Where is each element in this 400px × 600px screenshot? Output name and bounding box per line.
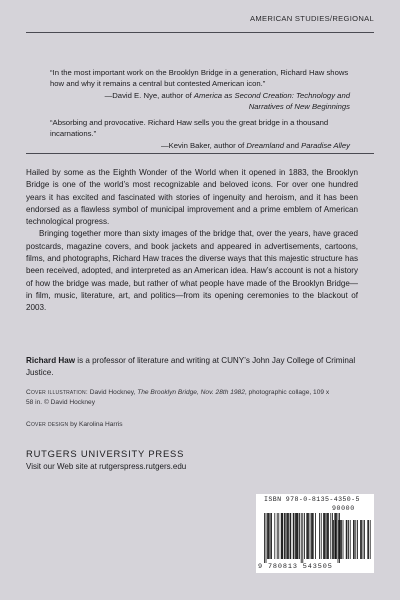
barcode-bar bbox=[335, 520, 336, 559]
cover-illustration-label: Cover illustration: bbox=[26, 389, 88, 396]
barcode-bar bbox=[285, 513, 286, 559]
barcode-bar bbox=[266, 513, 267, 563]
barcode-bar bbox=[307, 513, 308, 559]
publisher-website: Visit our Web site at rutgerspress.rutgers.edu bbox=[26, 462, 187, 471]
barcode-bar bbox=[321, 513, 322, 559]
barcode-bar bbox=[290, 513, 291, 559]
barcode-bar bbox=[288, 513, 289, 559]
category-label: AMERICAN STUDIES/REGIONAL bbox=[250, 14, 374, 23]
description-paragraph-1: Hailed by some as the Eighth Wonder of the World when it opened in 1883, the Brooklyn Bridge is one of the world’s most recognizable and beloved icons. For over one hundred years it has excited and fascinated with stories of ingenuity and heroism, and it has been endorsed as a flawless symbol of municipal improvement and a prime emblem of American technological progress. bbox=[26, 168, 358, 227]
barcode-digits: 9 780813 543505 bbox=[258, 563, 333, 571]
description-paragraph-2: Bringing together more than sixty images of the bridge that, over the years, have graced postcards, magazine covers, and book jackets and appeared in advertisements, cartoons, films, and photographs, Richard Haw traces the diverse ways that this majestic structure has been received, adopted, and interpreted as an American idea. Haw’s account is not a history of how the bridge was made, but rather of what people have made of the Brooklyn Bridge—in film, music, literature, art, and politics—from its opening ceremonies to the blackout of 2003. bbox=[26, 229, 358, 313]
barcode-bar bbox=[326, 513, 327, 559]
barcode-bar bbox=[343, 520, 344, 559]
barcode-bar bbox=[274, 513, 275, 559]
barcode-bar bbox=[264, 513, 265, 563]
barcode-bar bbox=[313, 513, 314, 559]
barcode-bar bbox=[346, 520, 347, 559]
barcode-bar bbox=[350, 520, 351, 559]
addon-barcode bbox=[333, 520, 371, 559]
barcode-bar bbox=[340, 520, 341, 559]
barcode-addon-number: 90000 bbox=[332, 505, 355, 512]
barcode-bar bbox=[286, 513, 287, 559]
barcode-bar bbox=[357, 520, 358, 559]
blurb-1-text: “In the most important work on the Brooklyn Bridge in a generation, Richard Haw shows how and why it remains a central but contested American icon.” bbox=[50, 68, 349, 89]
barcode-bar bbox=[304, 513, 305, 559]
blurb-2-work-2: Paradise Alley bbox=[301, 140, 350, 150]
barcode-bar bbox=[268, 513, 269, 559]
barcode-bar bbox=[370, 520, 371, 559]
barcode-bar bbox=[364, 520, 365, 559]
barcode-bar bbox=[293, 513, 294, 559]
barcode-bar bbox=[297, 513, 298, 559]
barcode-bar bbox=[270, 513, 271, 559]
barcode-bar bbox=[294, 513, 295, 559]
cover-illustration-details: , photographic collage, 109 x 58 in. © David Hockney bbox=[26, 389, 330, 406]
barcode-bar bbox=[282, 513, 283, 559]
barcode-bar bbox=[312, 513, 313, 559]
barcode-bar bbox=[299, 513, 300, 559]
barcode-bar bbox=[335, 520, 336, 559]
barcode-bar bbox=[277, 513, 278, 559]
barcode-bar bbox=[267, 513, 268, 559]
blurb-2-work-1: Dreamland bbox=[246, 140, 285, 150]
barcode-bar bbox=[298, 513, 299, 559]
author-bio-text: is a professor of literature and writing at CUNY’s John Jay College of Criminal Justice. bbox=[26, 356, 356, 378]
ean13-barcode bbox=[264, 513, 340, 563]
barcode-bar bbox=[302, 513, 303, 563]
blurb-1-attribution-prefix: —David E. Nye, author of bbox=[104, 90, 194, 100]
barcode-bar bbox=[327, 513, 328, 559]
barcode-bar bbox=[287, 513, 288, 559]
barcode-bar bbox=[339, 520, 340, 559]
blurb-2-text: “Absorbing and provocative. Richard Haw sells you the great bridge in a thousand incarnations.” bbox=[50, 118, 329, 139]
barcode-bar bbox=[324, 513, 325, 559]
cover-illustration-artist: David Hockney, bbox=[87, 389, 138, 396]
barcode-bar bbox=[278, 513, 279, 559]
barcode-bar bbox=[301, 513, 302, 563]
barcode-bar bbox=[325, 513, 326, 559]
barcode-bar bbox=[311, 513, 312, 559]
barcode-bar bbox=[353, 520, 354, 559]
cover-design-text: by Karolina Harris bbox=[68, 421, 123, 428]
cover-illustration-title: The Brooklyn Bridge, Nov. 28th 1982 bbox=[137, 389, 245, 396]
publisher-name: RUTGERS UNIVERSITY PRESS bbox=[26, 448, 185, 459]
barcode-bar bbox=[332, 513, 333, 559]
isbn-number: ISBN 978-0-8135-4350-5 bbox=[264, 496, 360, 503]
barcode-bar bbox=[328, 513, 329, 559]
barcode-bar bbox=[333, 520, 334, 559]
blurb-2-attribution-prefix: —Kevin Baker, author of bbox=[160, 140, 247, 150]
author-name: Richard Haw bbox=[26, 356, 76, 365]
barcode-bar bbox=[319, 513, 320, 559]
barcode-bar bbox=[360, 520, 361, 559]
barcode-bar bbox=[338, 513, 339, 563]
barcode-bar bbox=[315, 513, 316, 559]
barcode-bar bbox=[347, 520, 348, 559]
barcode-bar bbox=[308, 513, 309, 559]
barcode-bar bbox=[306, 513, 307, 559]
barcode-bar bbox=[296, 513, 297, 559]
blurb-1-work: America as Second Creation: Technology and Narratives of New Beginnings bbox=[193, 90, 350, 112]
cover-design-label: Cover design bbox=[26, 421, 69, 428]
barcode-bar bbox=[281, 513, 282, 559]
barcode-bar bbox=[323, 513, 324, 559]
blurb-2-joiner: and bbox=[284, 140, 302, 150]
barcode-bar bbox=[330, 513, 331, 559]
barcode-bar bbox=[290, 513, 291, 559]
barcode-bar bbox=[348, 520, 349, 559]
barcode-bar bbox=[361, 520, 362, 559]
barcode-bar bbox=[367, 520, 368, 559]
barcode-bar bbox=[282, 513, 283, 559]
barcode-bar bbox=[368, 520, 369, 559]
barcode-bar bbox=[341, 520, 342, 559]
barcode-bar bbox=[355, 520, 356, 559]
barcode-bar bbox=[295, 513, 296, 559]
barcode-bar bbox=[354, 520, 355, 559]
barcode-bar bbox=[310, 513, 311, 559]
barcode-bar bbox=[271, 513, 272, 559]
barcode-bar bbox=[363, 520, 364, 559]
barcode-bar bbox=[284, 513, 285, 559]
barcode-bar bbox=[269, 513, 270, 559]
